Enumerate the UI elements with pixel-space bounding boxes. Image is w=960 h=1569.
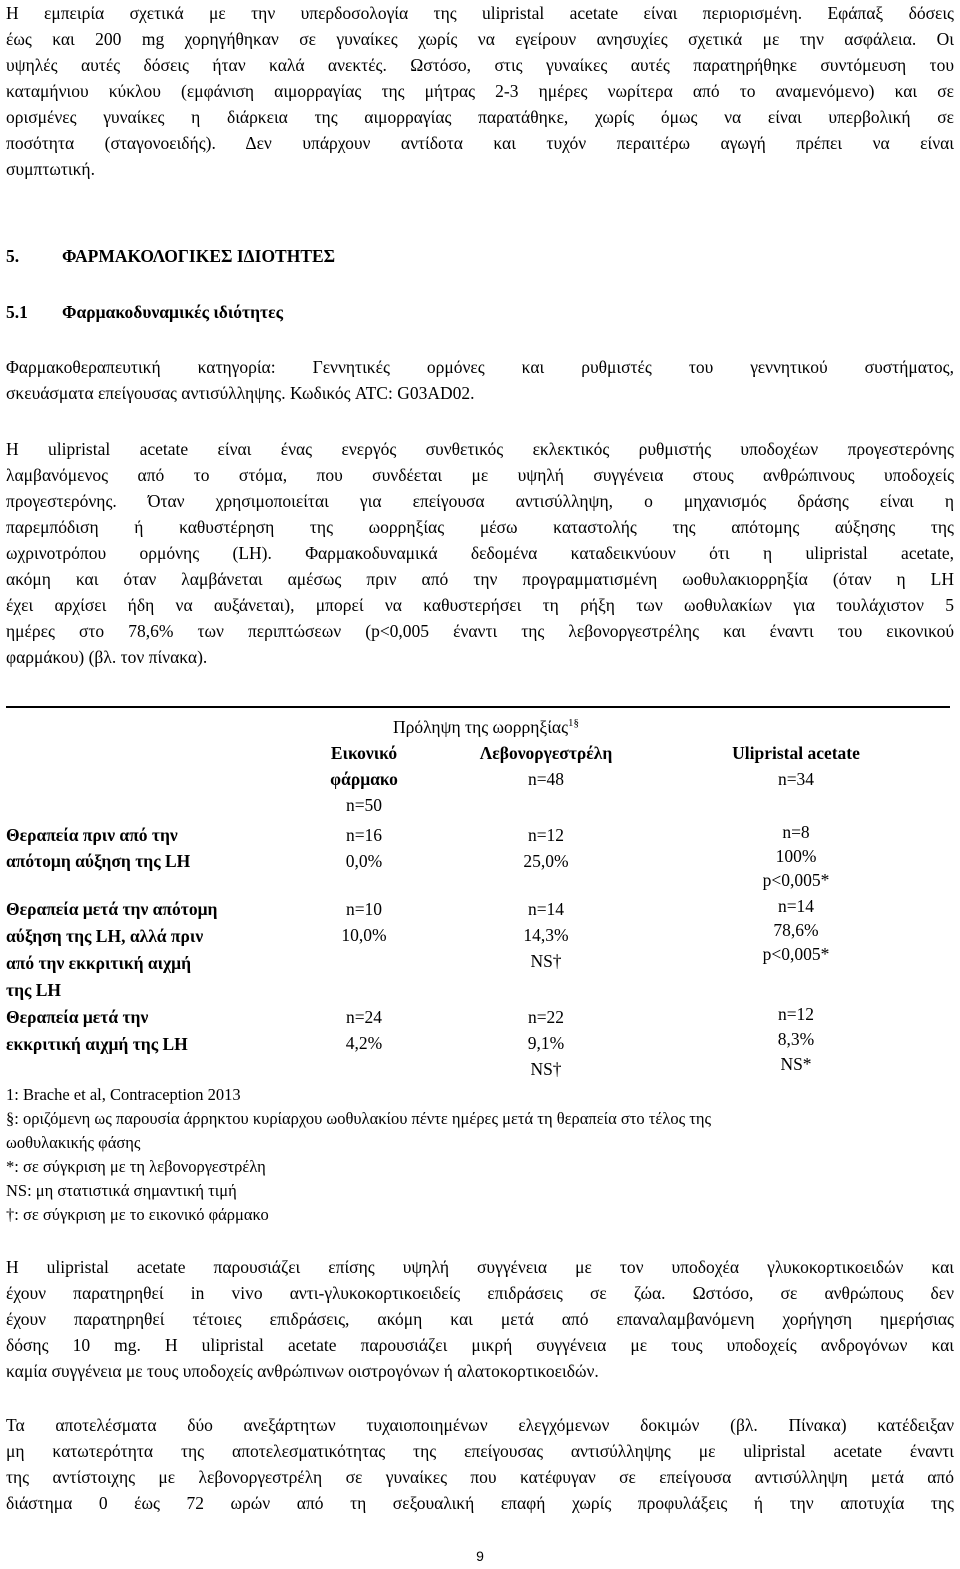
section-heading (6, 246, 335, 267)
column-header-text: φάρμακο (330, 769, 398, 789)
footnote: †: σε σύγκριση με το εικονικό φάρμακο (6, 1205, 269, 1224)
cell-n: n=8 (782, 822, 810, 842)
text-line: σκευάσματα επείγουσας αντισύλληψης. Κωδικός ATC: G03AD02. (6, 383, 475, 403)
footnote: *: σε σύγκριση με τη λεβονοργεστρέλη (6, 1157, 266, 1176)
column-header-text: Εικονικό (330, 743, 398, 763)
row-label-line: εκκριτική αιχμή της LH (6, 1034, 188, 1054)
mechanism-paragraph (6, 436, 954, 670)
text-line: προγεστερόνης. Όταν χρησιμοποιείται για επείγουσα αντισύλληψη, ο μηχανισμός δράσης είναι η (6, 491, 954, 511)
cell-percent: 14,3% (523, 925, 569, 945)
ovulation-table (6, 706, 954, 1084)
footnote: §: οριζόμενη ως παρουσία άρρηκτου κυρίαρχου ωοθυλακίου πέντε ημέρες μετά τη θεραπεία στο τέλος της (6, 1109, 712, 1128)
text-line: διάστημα 0 έως 72 ωρών από τη σεξουαλική επαφή χωρίς προφυλάξεις ή την αποτυχία της (6, 1493, 954, 1513)
footnote: NS: μη στατιστικά σημαντική τιμή (6, 1181, 237, 1200)
text-line: Τα αποτελέσματα δύο ανεξάρτητων τυχαιοποιημένων ελεγχόμενων δοκιμών (βλ. Πίνακα) κατέδειξαν (6, 1415, 954, 1435)
cell-significance: NS† (530, 1059, 562, 1079)
cell-percent: 25,0% (523, 851, 569, 871)
cell-significance: NS† (530, 951, 562, 971)
cell-n: n=12 (777, 1004, 815, 1024)
cell-n: n=12 (527, 825, 565, 845)
table-title (306, 714, 666, 740)
cell-percent: 8,3% (777, 1029, 815, 1049)
row-label-line: απότομη αύξηση της LH (6, 851, 191, 871)
text-line: ωχρινοτρόπου ορμόνης (LH). Φαρμακοδυναμικά δεδομένα καταδεικνύουν ότι η ulipristal acetate, (6, 543, 954, 563)
cell-percent: 100% (775, 846, 817, 866)
cell-n: n=16 (345, 825, 383, 845)
cell-n: n=10 (345, 899, 383, 919)
text-line: ημέρες στο 78,6% των περιπτώσεων (p<0,005 έναντι της λεβονοργεστρέλης και έναντι του εικονικού (6, 621, 954, 641)
row-label-before-surge (6, 822, 296, 874)
cell-levonorgestrel-row2 (446, 896, 646, 974)
text-line: έως και 200 mg χορηγήθηκαν σε γυναίκες χωρίς να εγείρουν ανησυχίες σχετικά με την ασφάλεια. Οι (6, 29, 954, 49)
section-number: 5. (6, 246, 20, 266)
cell-n: n=22 (527, 1007, 565, 1027)
cell-percent: 9,1% (527, 1033, 565, 1053)
cell-percent: 4,2% (345, 1033, 383, 1053)
table-footnotes (6, 1083, 954, 1227)
text-line: καταμήνιου κύκλου (εμφάνιση αιμορραγίας της μήτρας 2-3 ημέρες νωρίτερα από το αναμενόμενο) και σε (6, 81, 954, 101)
subsection-title: Φαρμακοδυναμικές ιδιότητες (62, 302, 283, 322)
cell-placebo-row3 (306, 1004, 422, 1056)
text-line: παρεμπόδιση ή καθυστέρηση της ωορρηξίας μέσω καταστολής της απότομης αύξησης της (6, 517, 954, 537)
section-title: ΦΑΡΜΑΚΟΛΟΓΙΚΕΣ ΙΔΙΟΤΗΤΕΣ (62, 246, 336, 266)
row-label-line: της LH (6, 980, 62, 1000)
text-line: έχουν παρατηρηθεί τέτοιες επιδράσεις, ακόμη και μετά από επαναλαμβανόμενη χορήγηση ημερήσιας (6, 1309, 954, 1329)
subsection-heading (6, 302, 283, 323)
text-line: ορισμένες γυναίκες η διάρκεια της αιμορραγίας παρατάθηκε, χωρίς όμως να είναι υπερβολική σε (6, 107, 954, 127)
text-line: έχουν παρατηρηθεί in vivo αντι-γλυκοκορτικοειδείς επιδράσεις σε ζώα. Ωστόσο, σε ανθρώπους δεν (6, 1283, 954, 1303)
text-line: υψηλές αυτές δόσεις ήταν καλά ανεκτές. Ωστόσο, στις γυναίκες αυτές παρατηρήθηκε συντόμευση του (6, 55, 954, 75)
text-line: λαμβανόμενος από το στόμα, που συνδέεται με υψηλή συγγένεια στους ανθρώπινους υποδοχείς (6, 465, 954, 485)
column-n-ulipristal: n=34 (777, 769, 815, 789)
text-line: ακόμη και όταν λαμβάνεται αμέσως πριν από την προγραμματισμένη ωοθυλακιορρηξία (όταν η LH (6, 569, 954, 589)
pharmacotherapeutic-paragraph (6, 354, 954, 406)
row-label-line: Θεραπεία πριν από την (6, 825, 178, 845)
column-header-ulipristal: Ulipristal acetate (732, 743, 860, 763)
cell-ulipristal-row3 (686, 1002, 906, 1077)
cell-placebo-row1 (306, 822, 422, 874)
text-line: συμπτωτική. (6, 159, 95, 179)
text-line: της αντίστοιχης με λεβονοργεστρέλη σε γυναίκες που κατέφυγαν σε επείγουσα αντισύλληψη μετά από (6, 1467, 954, 1487)
text-line: μη κατωτερότητα της αποτελεσματικότητας της επείγουσας αντισύλληψης με ulipristal acetate έναντι (6, 1441, 954, 1461)
row-label-line: Θεραπεία μετά την (6, 1007, 149, 1027)
text-line: δόσης 10 mg. Η ulipristal acetate παρουσιάζει μικρή συγγένεια με τους υποδοχείς ανδρογόνων και (6, 1335, 954, 1355)
cell-percent: 10,0% (341, 925, 387, 945)
column-header-levonorgestrel: Λεβονοργεστρέλη (479, 743, 613, 763)
cell-n: n=14 (527, 899, 565, 919)
text-line: Η ulipristal acetate παρουσιάζει επίσης υψηλή συγγένεια με τον υποδοχέα γλυκοκορτικοειδών και (6, 1257, 954, 1277)
text-line: Φαρμακοθεραπευτική κατηγορία: Γεννητικές ορμόνες και ρυθμιστές του γεννητικού συστήματος, (6, 357, 954, 377)
footnote: ωοθυλακικής φάσης (6, 1133, 141, 1152)
column-n-levonorgestrel: n=48 (527, 769, 565, 789)
text-line: Η εμπειρία σχετικά με την υπερδοσολογία της ulipristal acetate είναι περιορισμένη. Εφάπαξ δόσεις (6, 3, 954, 23)
cell-placebo-row2 (306, 896, 422, 948)
page-number: 9 (476, 1548, 484, 1564)
table-title-text: Πρόληψη της ωορρηξίας (392, 717, 569, 737)
cell-levonorgestrel-row3 (446, 1004, 646, 1082)
cell-levonorgestrel-row1 (446, 822, 646, 874)
text-line: έχει αρχίσει ήδη να αυξάνεται), μπορεί να καθυστερήσει τη ρήξη των ωοθυλακίων για τουλάχιστον 5 (6, 595, 954, 615)
row-label-line: Θεραπεία μετά την απότομη (6, 899, 218, 919)
results-paragraph (6, 1412, 954, 1516)
cell-n: n=14 (777, 896, 815, 916)
cell-pvalue: p<0,005* (762, 944, 830, 964)
column-n-placebo: n=50 (345, 795, 383, 815)
glucocorticoid-paragraph (6, 1254, 954, 1384)
row-label-line: από την εκκριτική αιχμή (6, 953, 192, 973)
row-label-after-surge (6, 896, 296, 1004)
footnote: 1: Brache et al, Contraception 2013 (6, 1085, 241, 1104)
cell-significance: NS* (780, 1054, 812, 1074)
cell-pvalue: p<0,005* (762, 870, 830, 890)
overdose-paragraph (6, 0, 954, 182)
column-header-placebo (306, 740, 422, 792)
table-title-superscript: 1§ (568, 717, 580, 730)
cell-percent: 78,6% (773, 920, 819, 940)
table-top-border (6, 706, 950, 708)
text-line: ποσότητα (σταγονοειδής). Δεν υπάρχουν αντίδοτα και τυχόν περαιτέρω αγωγή πρέπει να είναι (6, 133, 954, 153)
cell-n: n=24 (345, 1007, 383, 1027)
cell-ulipristal-row1 (686, 820, 906, 892)
cell-ulipristal-row2 (686, 894, 906, 966)
row-label-after-peak (6, 1004, 296, 1058)
text-line: φαρμάκου) (βλ. τον πίνακα). (6, 647, 208, 667)
subsection-number: 5.1 (6, 302, 28, 322)
row-label-line: αύξηση της LH, αλλά πριν (6, 926, 204, 946)
text-line: Η ulipristal acetate είναι ένας ενεργός συνθετικός εκλεκτικός ρυθμιστής υποδοχέων προγεστερόνης (6, 439, 954, 459)
text-line: καμία συγγένεια με τους υποδοχείς ανθρώπινων οιστρογόνων ή αλατοκορτικοειδών. (6, 1361, 599, 1381)
cell-percent: 0,0% (345, 851, 383, 871)
